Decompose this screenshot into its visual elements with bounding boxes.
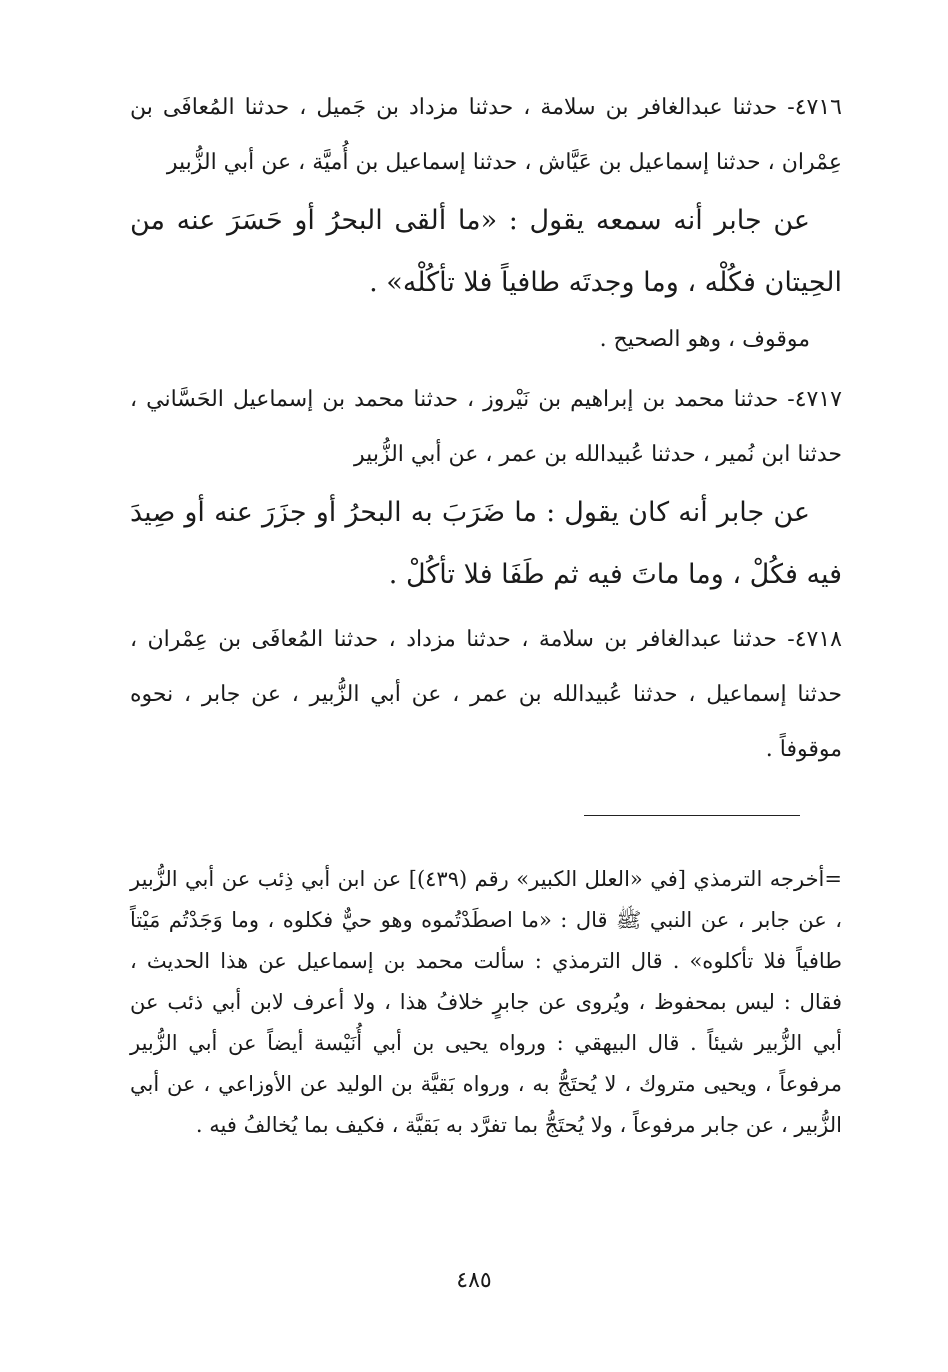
hadith-4718-isnad: ٤٧١٨- حدثنا عبدالغافر بن سلامة ، حدثنا مزداد ، حدثنا المُعافَى بن عِمْران ، حدثنا إسماعيل ، حدثنا عُبيدالله بن عمر ، عن أبي الزُّبير ، عن جابر ، نحوه موقوفاً . <box>130 627 842 762</box>
hadith-4717 <box>130 372 842 606</box>
hadith-4718 <box>130 612 842 777</box>
hadith-4716-verdict: موقوف ، وهو الصحيح . <box>599 327 810 352</box>
hadith-4717-matn: عن جابر أنه كان يقول : ما ضَرَبَ به البحرُ أو جزَرَ عنه أو صِيدَ فيه فكُلْ ، وما ماتَ فيه ثم طَفَا فلا تأكُلْ . <box>130 497 842 590</box>
hadith-4716-isnad: ٤٧١٦- حدثنا عبدالغافر بن سلامة ، حدثنا مزداد بن جَميل ، حدثنا المُعافَى بن عِمْران ، حدثنا إسماعيل بن عَيَّاش ، حدثنا إسماعيل بن أُميَّة ، عن أبي الزُّبير <box>130 95 842 175</box>
page-number: ٤٨٥ <box>456 1268 492 1293</box>
page-body <box>130 80 842 783</box>
hadith-4716 <box>130 80 842 366</box>
footnote-text: =أخرجه الترمذي [في «العلل الكبير» رقم (٤٣٩)] عن ابن أبي ذِئب عن أبي الزُّبير ، عن جابر ، عن النبي ﷺ قال : «ما اصطَدْتُموه وهو حيٌّ فكلوه ، وما وَجَدْتُم مَيْتاً طافياً فلا تأكلوه» . قال الترمذي : سألت محمد بن إسماعيل عن هذا الحديث ، فقال : ليس بمحفوظ ، ويُروى عن جابرٍ خلافُ هذا ، ولا أعرف لابن أبي ذئب عن أبي الزُّبير شيئاً . قال البيهقي : ورواه يحيى بن أبي أُنَيْسة أيضاً عن أبي الزُّبير مرفوعاً ، ويحيى متروك ، لا يُحتَجُّ به ، ورواه بَقيَّة بن الوليد عن الأوزاعي ، عن أبي الزُّبير ، عن جابر مرفوعاً ، ولا يُحتَجُّ بما تفرَّد به بَقيَّة ، فكيف بما يُخالفُ فيه . <box>130 867 843 1137</box>
footnote-separator <box>584 815 800 816</box>
hadith-4716-matn: عن جابر أنه سمعه يقول : «ما ألقى البحرُ أو حَسَرَ عنه من الحِيتان فكُلْه ، وما وجدتَه طافياً فلا تأكُلْه» . <box>130 205 842 298</box>
hadith-4717-isnad: ٤٧١٧- حدثنا محمد بن إبراهيم بن نَيْروز ، حدثنا محمد بن إسماعيل الحَسَّاني ، حدثنا ابن نُمير ، حدثنا عُبيدالله بن عمر ، عن أبي الزُّبير <box>130 387 842 467</box>
